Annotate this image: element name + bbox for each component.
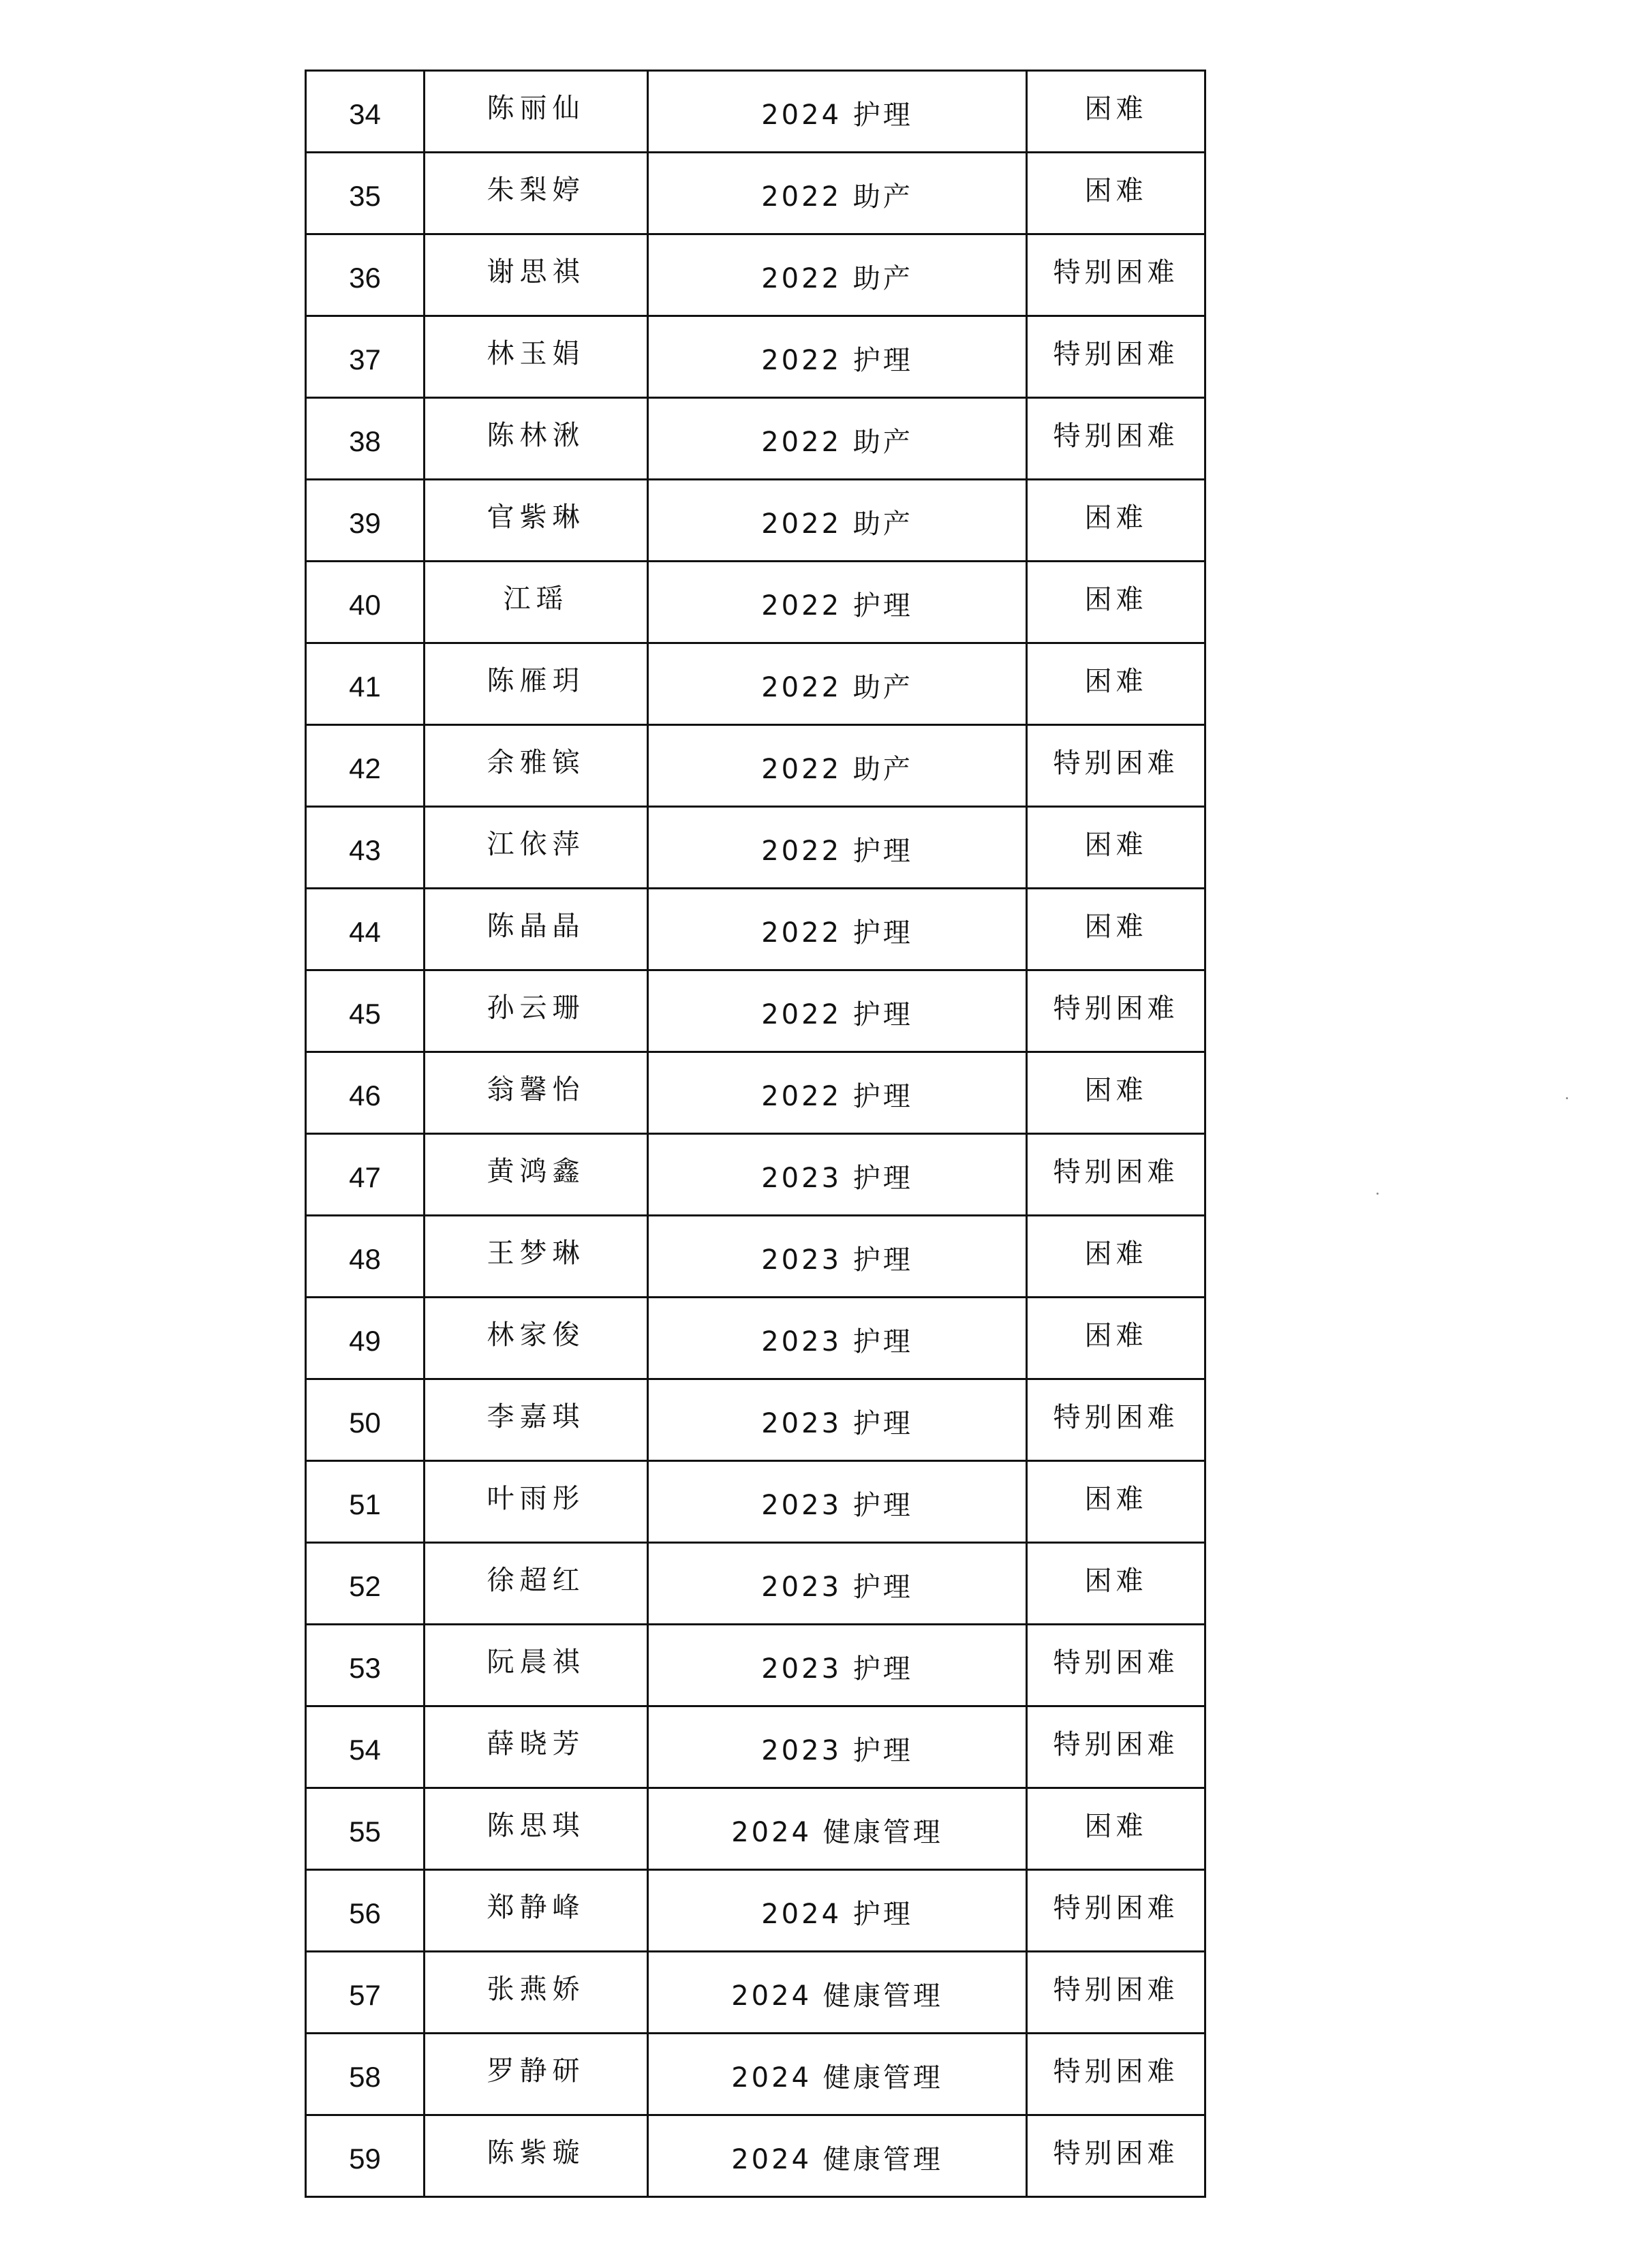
class-major-cell: 2024 护理 bbox=[648, 1870, 1027, 1952]
class-major-cell: 2024 健康管理 bbox=[648, 2115, 1027, 2197]
student-name-cell: 林家俊 bbox=[425, 1298, 648, 1379]
scan-speck bbox=[1377, 1193, 1379, 1195]
class-major-cell: 2022 护理 bbox=[648, 889, 1027, 970]
hardship-level-cell: 困难 bbox=[1027, 1298, 1205, 1379]
row-number-cell: 41 bbox=[306, 643, 425, 725]
student-name-cell: 陈紫璇 bbox=[425, 2115, 648, 2197]
row-number-cell: 40 bbox=[306, 562, 425, 643]
row-number-cell: 38 bbox=[306, 398, 425, 480]
student-name-cell: 徐超红 bbox=[425, 1543, 648, 1625]
hardship-level-cell: 特别困难 bbox=[1027, 2115, 1205, 2197]
hardship-level-cell: 困难 bbox=[1027, 562, 1205, 643]
student-name-cell: 谢思祺 bbox=[425, 234, 648, 316]
row-number-cell: 59 bbox=[306, 2115, 425, 2197]
student-roster-table bbox=[305, 70, 1206, 2198]
row-number-cell: 34 bbox=[306, 71, 425, 153]
table-row bbox=[306, 1216, 1205, 1298]
table-row bbox=[306, 725, 1205, 807]
table-row bbox=[306, 234, 1205, 316]
class-major-cell: 2023 护理 bbox=[648, 1706, 1027, 1788]
table-row bbox=[306, 71, 1205, 153]
table-row bbox=[306, 1543, 1205, 1625]
student-name-cell: 阮晨祺 bbox=[425, 1625, 648, 1706]
roster-body bbox=[306, 71, 1205, 2197]
row-number-cell: 51 bbox=[306, 1461, 425, 1543]
hardship-level-cell: 特别困难 bbox=[1027, 1134, 1205, 1216]
class-major-cell: 2022 助产 bbox=[648, 725, 1027, 807]
hardship-level-cell: 困难 bbox=[1027, 1543, 1205, 1625]
student-name-cell: 郑静峰 bbox=[425, 1870, 648, 1952]
row-number-cell: 39 bbox=[306, 480, 425, 562]
hardship-level-cell: 困难 bbox=[1027, 1052, 1205, 1134]
class-major-cell: 2023 护理 bbox=[648, 1543, 1027, 1625]
row-number-cell: 44 bbox=[306, 889, 425, 970]
class-major-cell: 2023 护理 bbox=[648, 1134, 1027, 1216]
table-row bbox=[306, 643, 1205, 725]
student-name-cell: 薛晓芳 bbox=[425, 1706, 648, 1788]
student-name-cell: 孙云珊 bbox=[425, 970, 648, 1052]
student-name-cell: 翁馨怡 bbox=[425, 1052, 648, 1134]
class-major-cell: 2022 护理 bbox=[648, 807, 1027, 889]
row-number-cell: 58 bbox=[306, 2034, 425, 2115]
class-major-cell: 2022 助产 bbox=[648, 398, 1027, 480]
student-name-cell: 官紫琳 bbox=[425, 480, 648, 562]
hardship-level-cell: 特别困难 bbox=[1027, 316, 1205, 398]
student-name-cell: 陈晶晶 bbox=[425, 889, 648, 970]
row-number-cell: 42 bbox=[306, 725, 425, 807]
class-major-cell: 2024 护理 bbox=[648, 71, 1027, 153]
table-row bbox=[306, 807, 1205, 889]
hardship-level-cell: 特别困难 bbox=[1027, 1625, 1205, 1706]
row-number-cell: 55 bbox=[306, 1788, 425, 1870]
class-major-cell: 2022 助产 bbox=[648, 643, 1027, 725]
hardship-level-cell: 困难 bbox=[1027, 807, 1205, 889]
class-major-cell: 2024 健康管理 bbox=[648, 1952, 1027, 2034]
student-name-cell: 林玉娟 bbox=[425, 316, 648, 398]
scan-speck bbox=[1566, 1097, 1568, 1099]
hardship-level-cell: 特别困难 bbox=[1027, 2034, 1205, 2115]
table-row bbox=[306, 1052, 1205, 1134]
student-name-cell: 朱梨婷 bbox=[425, 153, 648, 234]
hardship-level-cell: 困难 bbox=[1027, 643, 1205, 725]
student-name-cell: 罗静研 bbox=[425, 2034, 648, 2115]
table-row bbox=[306, 1298, 1205, 1379]
student-name-cell: 陈雁玥 bbox=[425, 643, 648, 725]
class-major-cell: 2022 护理 bbox=[648, 316, 1027, 398]
hardship-level-cell: 特别困难 bbox=[1027, 1870, 1205, 1952]
class-major-cell: 2022 护理 bbox=[648, 562, 1027, 643]
row-number-cell: 45 bbox=[306, 970, 425, 1052]
class-major-cell: 2023 护理 bbox=[648, 1298, 1027, 1379]
row-number-cell: 47 bbox=[306, 1134, 425, 1216]
hardship-level-cell: 困难 bbox=[1027, 153, 1205, 234]
row-number-cell: 50 bbox=[306, 1379, 425, 1461]
student-name-cell: 江依萍 bbox=[425, 807, 648, 889]
table-row bbox=[306, 1625, 1205, 1706]
hardship-level-cell: 困难 bbox=[1027, 1788, 1205, 1870]
class-major-cell: 2022 护理 bbox=[648, 970, 1027, 1052]
hardship-level-cell: 困难 bbox=[1027, 1216, 1205, 1298]
row-number-cell: 57 bbox=[306, 1952, 425, 2034]
row-number-cell: 46 bbox=[306, 1052, 425, 1134]
student-name-cell: 余雅镔 bbox=[425, 725, 648, 807]
row-number-cell: 49 bbox=[306, 1298, 425, 1379]
hardship-level-cell: 困难 bbox=[1027, 480, 1205, 562]
table-row bbox=[306, 1379, 1205, 1461]
table-row bbox=[306, 398, 1205, 480]
hardship-level-cell: 特别困难 bbox=[1027, 970, 1205, 1052]
table-row bbox=[306, 970, 1205, 1052]
student-name-cell: 江瑶 bbox=[425, 562, 648, 643]
table-row bbox=[306, 153, 1205, 234]
table-row bbox=[306, 1952, 1205, 2034]
table-row bbox=[306, 889, 1205, 970]
class-major-cell: 2022 助产 bbox=[648, 153, 1027, 234]
row-number-cell: 35 bbox=[306, 153, 425, 234]
row-number-cell: 56 bbox=[306, 1870, 425, 1952]
table-row bbox=[306, 562, 1205, 643]
class-major-cell: 2023 护理 bbox=[648, 1216, 1027, 1298]
student-name-cell: 陈思琪 bbox=[425, 1788, 648, 1870]
student-name-cell: 陈林湫 bbox=[425, 398, 648, 480]
hardship-level-cell: 特别困难 bbox=[1027, 398, 1205, 480]
table-row bbox=[306, 316, 1205, 398]
class-major-cell: 2023 护理 bbox=[648, 1461, 1027, 1543]
row-number-cell: 36 bbox=[306, 234, 425, 316]
class-major-cell: 2022 助产 bbox=[648, 234, 1027, 316]
student-name-cell: 李嘉琪 bbox=[425, 1379, 648, 1461]
table-row bbox=[306, 1870, 1205, 1952]
hardship-level-cell: 特别困难 bbox=[1027, 234, 1205, 316]
hardship-level-cell: 困难 bbox=[1027, 1461, 1205, 1543]
table-row bbox=[306, 480, 1205, 562]
row-number-cell: 52 bbox=[306, 1543, 425, 1625]
student-name-cell: 黄鸿鑫 bbox=[425, 1134, 648, 1216]
table-row bbox=[306, 1706, 1205, 1788]
class-major-cell: 2024 健康管理 bbox=[648, 2034, 1027, 2115]
row-number-cell: 37 bbox=[306, 316, 425, 398]
hardship-level-cell: 特别困难 bbox=[1027, 1952, 1205, 2034]
student-name-cell: 张燕娇 bbox=[425, 1952, 648, 2034]
table-row bbox=[306, 2115, 1205, 2197]
hardship-level-cell: 困难 bbox=[1027, 889, 1205, 970]
class-major-cell: 2022 助产 bbox=[648, 480, 1027, 562]
hardship-level-cell: 特别困难 bbox=[1027, 725, 1205, 807]
table-row bbox=[306, 1134, 1205, 1216]
table-row bbox=[306, 1788, 1205, 1870]
hardship-level-cell: 特别困难 bbox=[1027, 1706, 1205, 1788]
table-row bbox=[306, 1461, 1205, 1543]
row-number-cell: 43 bbox=[306, 807, 425, 889]
row-number-cell: 53 bbox=[306, 1625, 425, 1706]
student-name-cell: 王梦琳 bbox=[425, 1216, 648, 1298]
student-name-cell: 叶雨彤 bbox=[425, 1461, 648, 1543]
class-major-cell: 2024 健康管理 bbox=[648, 1788, 1027, 1870]
class-major-cell: 2023 护理 bbox=[648, 1625, 1027, 1706]
class-major-cell: 2023 护理 bbox=[648, 1379, 1027, 1461]
hardship-level-cell: 特别困难 bbox=[1027, 1379, 1205, 1461]
hardship-level-cell: 困难 bbox=[1027, 71, 1205, 153]
row-number-cell: 48 bbox=[306, 1216, 425, 1298]
class-major-cell: 2022 护理 bbox=[648, 1052, 1027, 1134]
table-row bbox=[306, 2034, 1205, 2115]
row-number-cell: 54 bbox=[306, 1706, 425, 1788]
student-name-cell: 陈丽仙 bbox=[425, 71, 648, 153]
